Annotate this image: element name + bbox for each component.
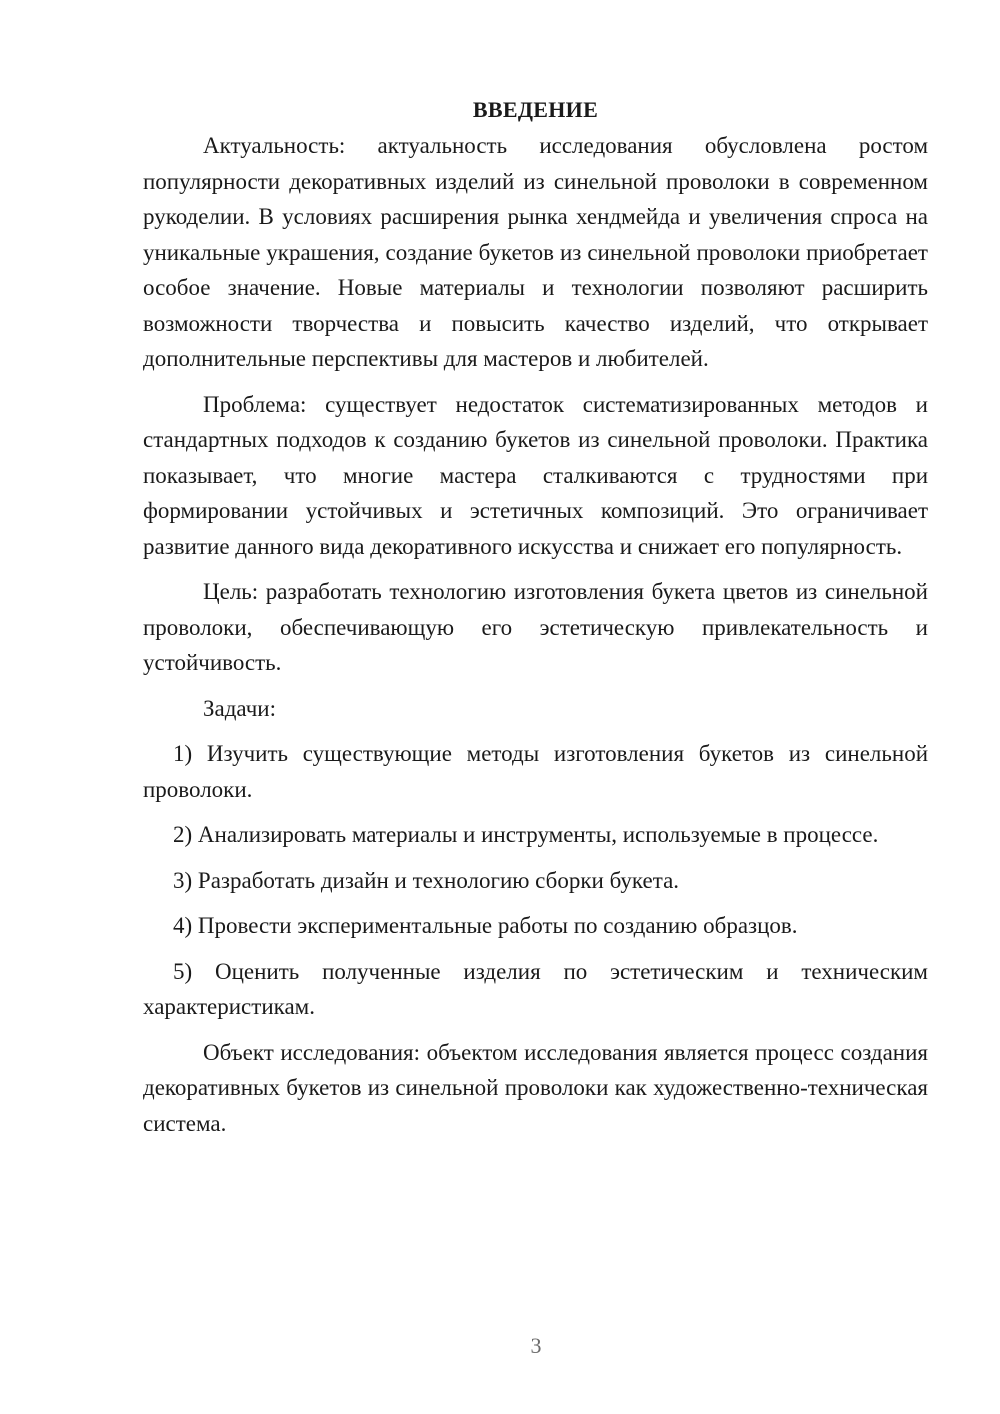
- task-item: 4) Провести экспериментальные работы по созданию образцов.: [173, 913, 798, 938]
- page-content: [143, 92, 928, 1151]
- task-item: 2) Анализировать материалы и инструменты, используемые в процессе.: [173, 822, 879, 847]
- paragraph-relevance: Актуальность: актуальность исследования обусловлена ростом популярности декоративных изделий из синельной проволоки в современном рукоделии. В условиях расширения рынка хендмейда и увеличения спроса на уникальные украшения, создание букетов из синельной проволоки приобретает особое значение. Новые материалы и технологии позволяют расширить возможности творчества и повысить качество изделий, что открывает дополнительные перспективы для мастеров и любителей.: [143, 133, 928, 371]
- tasks-heading: Задачи:: [203, 695, 276, 721]
- section-heading: ВВЕДЕНИЕ: [472, 97, 599, 122]
- task-item: 5) Оценить полученные изделия по эстетическим и техническим характеристикам.: [143, 958, 928, 1019]
- paragraph-goal: Цель: разработать технологию изготовления букета цветов из синельной проволоки, обеспечивающую его эстетическую привлекательность и устойчивость.: [143, 579, 928, 675]
- paragraph-problem: Проблема: существует недостаток систематизированных методов и стандартных подходов к созданию букетов из синельной проволоки. Практика показывает, что многие мастера сталкиваются с трудностями при формировании устойчивых и эстетичных композиций. Это ограничивает развитие данного вида декоративного искусства и снижает его популярность.: [143, 391, 928, 559]
- task-item: 3) Разработать дизайн и технологию сборки букета.: [173, 867, 680, 893]
- paragraph-object: Объект исследования: объектом исследования является процесс создания декоративных букетов из синельной проволоки как художественно-техническая система.: [143, 1039, 928, 1136]
- task-item: 1) Изучить существующие методы изготовления букетов из синельной проволоки.: [143, 741, 928, 802]
- page-number: 3: [530, 1333, 542, 1358]
